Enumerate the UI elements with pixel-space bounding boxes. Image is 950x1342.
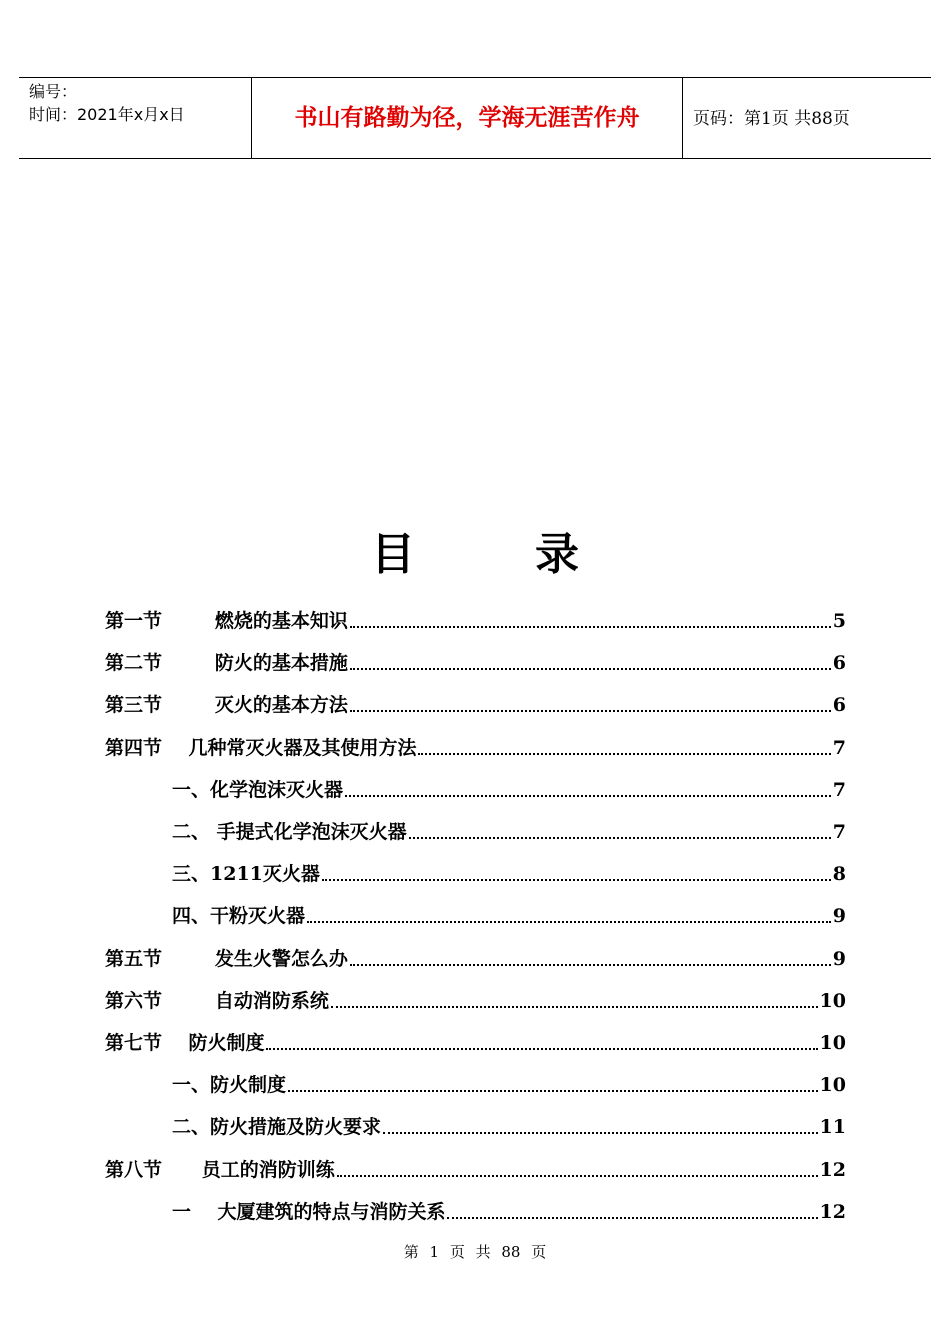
toc-dot-leader [288, 1089, 818, 1092]
toc-entry-label: 一、防火制度 [172, 1074, 287, 1097]
page-header [19, 77, 931, 159]
toc-entry[interactable] [172, 899, 846, 929]
toc-dot-leader [350, 963, 831, 966]
toc-entry-page: 12 [819, 1200, 846, 1223]
toc-entry-label: 二、防火措施及防火要求 [172, 1116, 382, 1139]
header-motto: 书山有路勤为径，学海无涯苦作舟 [294, 105, 640, 131]
toc-entry[interactable] [172, 773, 846, 803]
toc-entry[interactable] [172, 857, 846, 887]
toc-dot-leader [266, 1047, 817, 1050]
toc-dot-leader [345, 794, 831, 797]
toc-dot-leader [409, 836, 831, 839]
toc-entry-page: 9 [832, 905, 846, 928]
toc-dot-leader [418, 752, 830, 755]
toc-entry-label: 第一节 燃烧的基本知识 [105, 610, 348, 632]
toc-entry-label: 二、 手提式化学泡沫灭火器 [172, 821, 407, 843]
toc-entry-page: 12 [819, 1158, 846, 1181]
toc-entry[interactable] [105, 646, 846, 676]
toc-entry-label: 第五节 发生火警怎么办 [105, 947, 348, 970]
toc-dot-leader [350, 709, 831, 712]
toc-entry-page: 11 [819, 1116, 846, 1139]
toc-entry-label: 三、1211灭火器 [172, 863, 320, 886]
toc-entry-label: 第八节 员工的消防训练 [105, 1158, 335, 1181]
toc-entry-page: 9 [832, 947, 846, 970]
toc-entry[interactable] [105, 984, 846, 1014]
toc-entry[interactable] [172, 1110, 846, 1140]
toc-entry-label: 第三节 灭火的基本方法 [105, 694, 348, 717]
toc-entry[interactable] [172, 815, 846, 845]
header-motto-cell [252, 78, 683, 158]
toc-entry-page: 6 [832, 694, 846, 717]
toc-entry[interactable] [105, 1026, 846, 1056]
document-time-label: 时间：2021年x月x日 [29, 105, 185, 124]
toc-entry[interactable] [172, 1068, 846, 1098]
header-info-cell [19, 78, 252, 158]
toc-entry[interactable] [105, 688, 846, 718]
toc-dot-leader [322, 878, 831, 881]
document-number-label: 编号： [29, 82, 78, 101]
toc-entry-page: 7 [832, 821, 846, 843]
toc-entry-label: 一 大厦建筑的特点与消防关系 [172, 1200, 446, 1223]
toc-entry[interactable] [105, 1153, 846, 1183]
toc-dot-leader [307, 920, 831, 923]
toc-entry-page: 5 [832, 610, 846, 632]
toc-entry-page: 10 [819, 989, 846, 1012]
toc-title: 目录 [371, 529, 699, 580]
toc-entry-page: 10 [819, 1032, 846, 1054]
toc-entry-page: 7 [832, 778, 846, 801]
toc-entry-label: 四、干粉灭火器 [172, 905, 306, 928]
toc-dot-leader [331, 1005, 818, 1008]
toc-entry-label: 第七节 防火制度 [105, 1032, 265, 1054]
toc-entry-label: 第四节 几种常灭火器及其使用方法 [105, 736, 417, 759]
toc-entry-page: 7 [832, 736, 846, 759]
toc-dot-leader [447, 1216, 817, 1219]
toc-entry-page: 8 [832, 863, 846, 886]
toc-entry-page: 10 [819, 1074, 846, 1097]
header-page-cell [683, 78, 931, 158]
toc-entry[interactable] [105, 942, 846, 972]
toc-entry[interactable] [105, 604, 846, 634]
toc-dot-leader [350, 667, 831, 670]
page-footer: 第 1 页 共 88 页 [403, 1243, 547, 1261]
toc-dot-leader [350, 625, 831, 628]
toc-dot-leader [337, 1174, 818, 1177]
toc-dot-leader [383, 1131, 818, 1134]
toc-entry[interactable] [172, 1195, 846, 1225]
toc-entry-label: 一、化学泡沫灭火器 [172, 778, 344, 801]
toc-entry-page: 6 [832, 652, 846, 675]
toc-entry[interactable] [105, 731, 846, 761]
header-page-code: 页码：第1页 共88页 [693, 109, 850, 129]
toc-entry-label: 第二节 防火的基本措施 [105, 652, 348, 675]
toc-entry-label: 第六节 自动消防系统 [105, 989, 329, 1012]
